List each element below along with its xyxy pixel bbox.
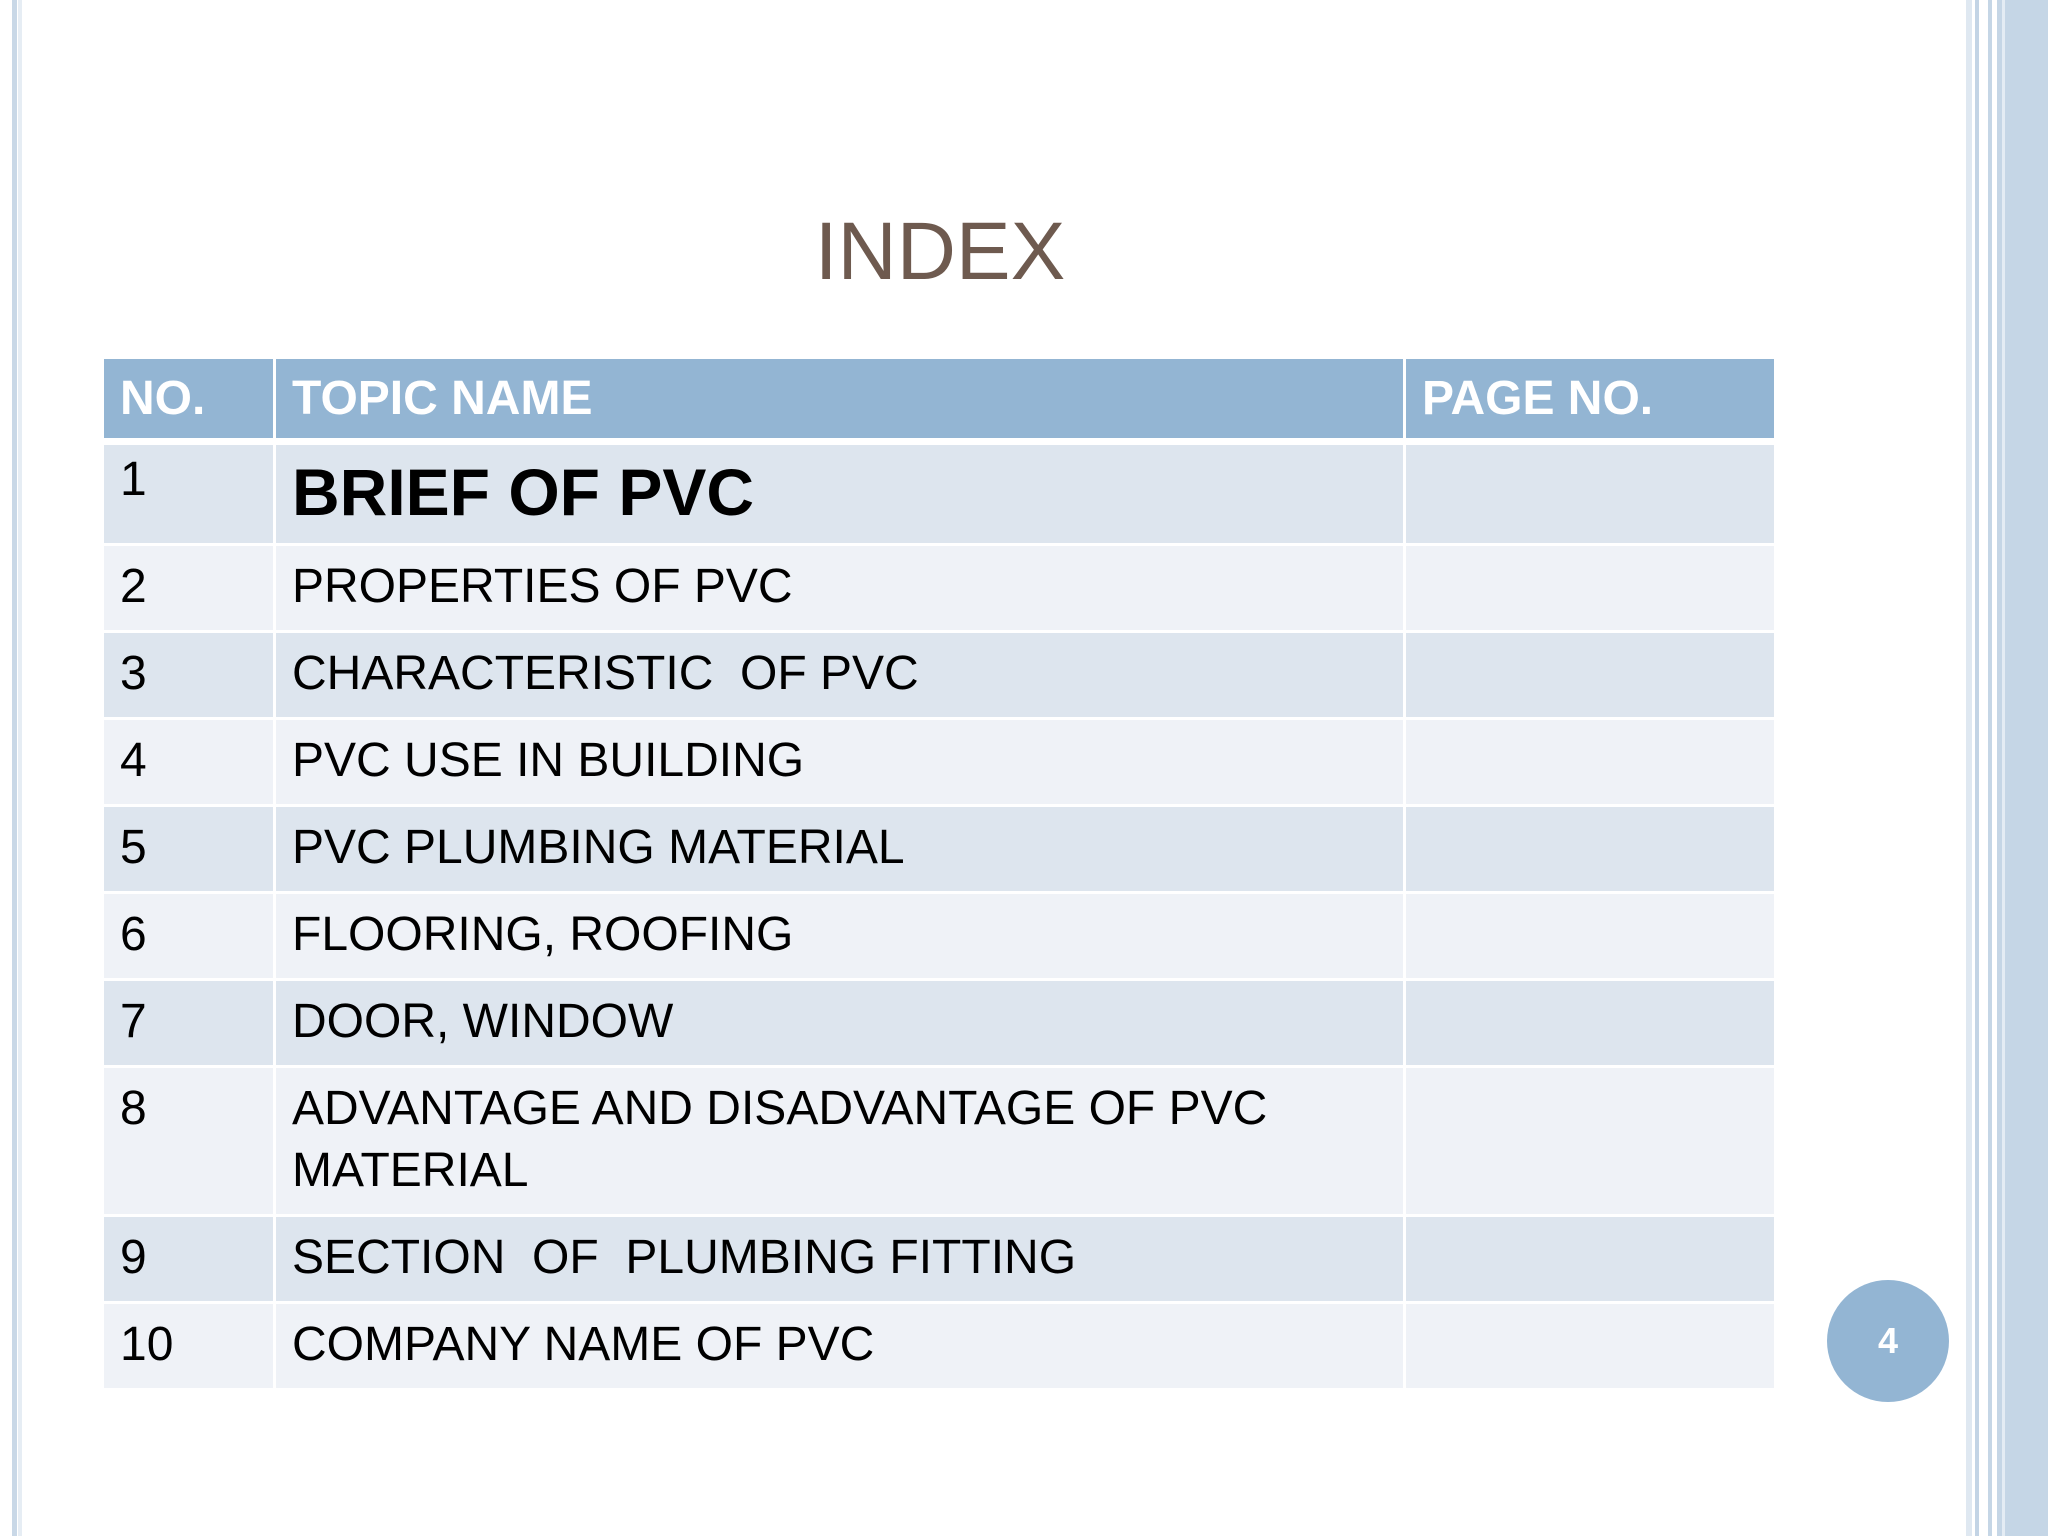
index-table: [104, 359, 1774, 1391]
row-number: 3: [104, 633, 276, 720]
row-number: 5: [104, 807, 276, 894]
row-topic: ADVANTAGE AND DISADVANTAGE OF PVC MATERIAL: [276, 1068, 1406, 1217]
row-topic: PROPERTIES OF PVC: [276, 546, 1406, 633]
row-page: [1406, 981, 1774, 1068]
row-number: 9: [104, 1217, 276, 1304]
table-row: [104, 633, 1774, 720]
row-page: [1406, 1068, 1774, 1217]
row-topic: PVC USE IN BUILDING: [276, 720, 1406, 807]
table-row: [104, 894, 1774, 981]
table-row: [104, 546, 1774, 633]
row-page: [1406, 720, 1774, 807]
row-page: [1406, 1217, 1774, 1304]
header-topic-name: TOPIC NAME: [276, 359, 1406, 445]
table-row: [104, 981, 1774, 1068]
row-page: [1406, 807, 1774, 894]
row-number: 2: [104, 546, 276, 633]
row-page: [1406, 546, 1774, 633]
table-row: [104, 1068, 1774, 1217]
table-row: [104, 445, 1774, 546]
table-row: [104, 807, 1774, 894]
row-page: [1406, 1304, 1774, 1391]
row-topic: FLOORING, ROOFING: [276, 894, 1406, 981]
table-row: [104, 1217, 1774, 1304]
table-row: [104, 1304, 1774, 1391]
right-border-decoration: [1966, 0, 2048, 1536]
row-number: 7: [104, 981, 276, 1068]
table-row: [104, 720, 1774, 807]
row-topic: SECTION OF PLUMBING FITTING: [276, 1217, 1406, 1304]
header-no: NO.: [104, 359, 276, 445]
row-page: [1406, 445, 1774, 546]
row-number: 1: [104, 445, 276, 546]
table-header-row: [104, 359, 1774, 445]
row-topic: DOOR, WINDOW: [276, 981, 1406, 1068]
row-number: 6: [104, 894, 276, 981]
slide-title: INDEX: [814, 206, 1066, 297]
row-number: 10: [104, 1304, 276, 1391]
row-page: [1406, 894, 1774, 981]
row-topic: BRIEF OF PVC: [276, 445, 1406, 546]
header-page-no: PAGE NO.: [1406, 359, 1774, 445]
row-page: [1406, 633, 1774, 720]
row-topic: COMPANY NAME OF PVC: [276, 1304, 1406, 1391]
row-topic: PVC PLUMBING MATERIAL: [276, 807, 1406, 894]
row-number: 4: [104, 720, 276, 807]
row-number: 8: [104, 1068, 276, 1217]
slide-number-badge: 4: [1827, 1280, 1949, 1402]
row-topic: CHARACTERISTIC OF PVC: [276, 633, 1406, 720]
